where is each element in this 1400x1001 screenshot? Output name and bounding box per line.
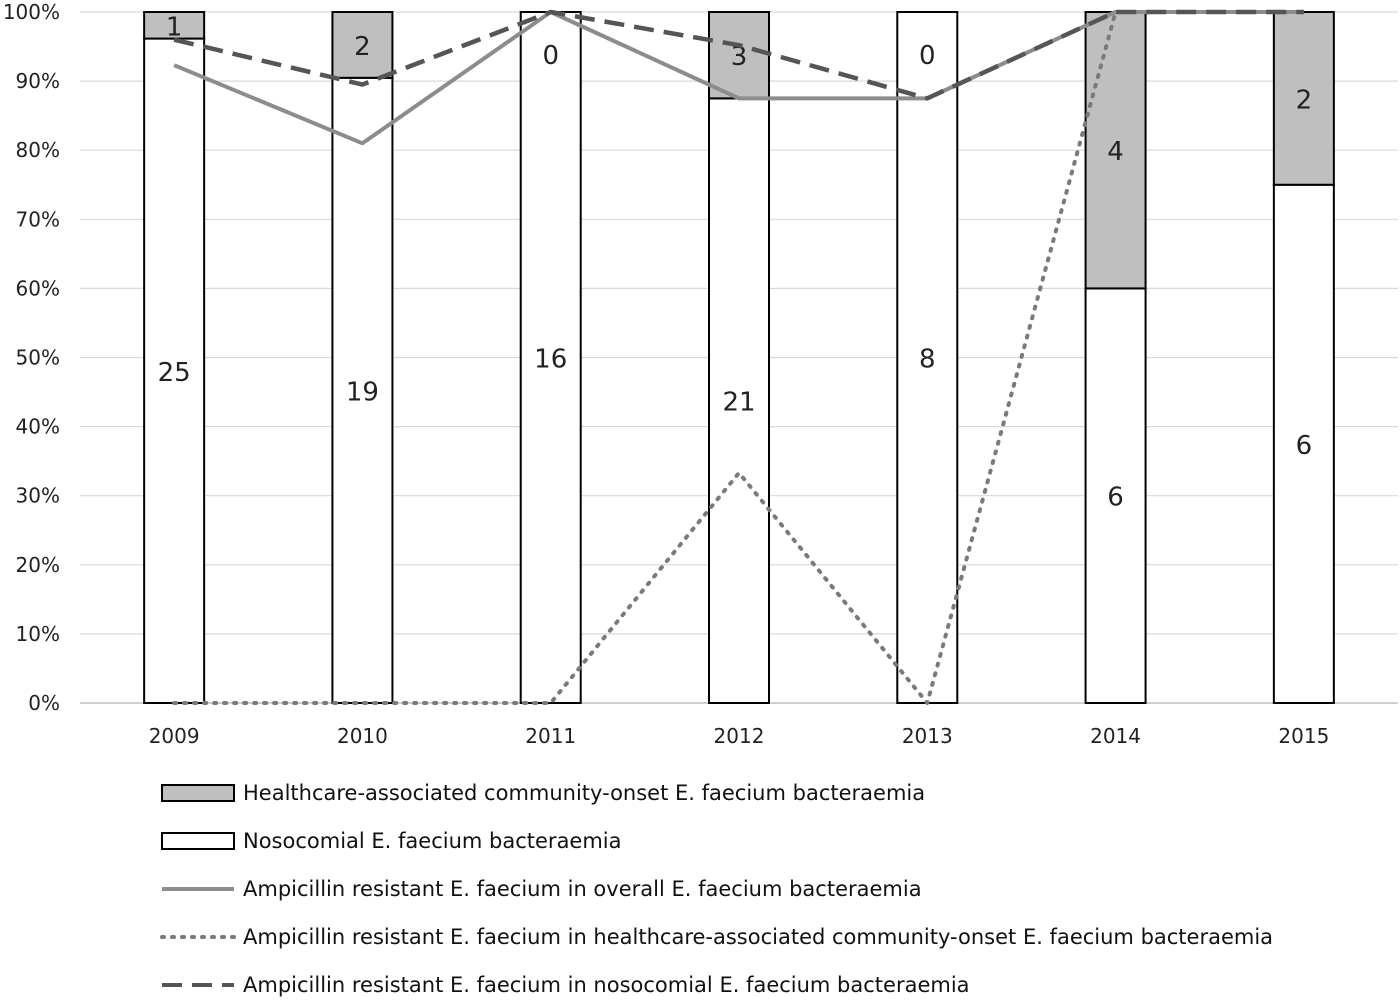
x-tick-label: 2015 [1278,724,1330,748]
bar-label-nosocomial: 8 [919,344,936,375]
x-tick-label: 2012 [713,724,765,748]
y-tick-label: 20% [15,552,60,577]
legend-swatch [162,785,234,801]
bar-label-nosocomial: 6 [1107,482,1124,513]
y-tick-label: 50% [15,345,60,370]
y-axis-ticks [3,0,60,715]
y-tick-label: 0% [28,691,60,715]
bar-label-nosocomial: 21 [722,387,756,418]
y-tick-label: 40% [15,414,60,439]
legend-label: Nosocomial E. faecium bacteraemia [243,829,622,853]
y-tick-label: 60% [15,276,60,301]
x-tick-label: 2009 [148,724,200,748]
y-tick-label: 30% [15,483,60,508]
legend-item [162,925,1273,949]
y-tick-label: 10% [15,621,60,646]
bar-label-healthcare-associated: 3 [730,42,748,73]
bar-label-nosocomial: 6 [1295,430,1313,461]
x-tick-label: 2011 [525,724,577,748]
legend-item [162,877,922,901]
y-tick-label: 90% [15,69,60,94]
legend-label: Ampicillin resistant E. faecium in nosocomial E. faecium bacteraemia [243,973,970,997]
x-tick-label: 2014 [1090,724,1142,748]
x-tick-label: 2013 [901,724,953,748]
legend-item [162,829,622,853]
y-tick-label: 100% [2,0,60,24]
bar-label-nosocomial: 25 [157,357,191,388]
bar-label-healthcare-associated: 0 [919,41,936,71]
bar-label-nosocomial: 16 [534,344,568,375]
bar-label-healthcare-associated: 1 [165,12,183,43]
legend [162,781,1273,997]
legend-label: Ampicillin resistant E. faecium in healthcare-associated community-onset E. faecium bacteraemia [243,925,1274,949]
legend-label: Healthcare-associated community-onset E. faecium bacteraemia [243,781,926,805]
x-axis-ticks [149,724,1330,748]
legend-swatch [162,833,234,849]
bar-label-healthcare-associated: 2 [1295,85,1313,116]
y-tick-label: 70% [15,207,60,232]
bar-label-healthcare-associated: 4 [1107,137,1124,168]
bar-label-healthcare-associated: 2 [354,31,371,62]
legend-label: Ampicillin resistant E. faecium in overall E. faecium bacteraemia [243,877,922,901]
legend-item [162,781,925,805]
y-tick-label: 80% [15,138,60,163]
x-tick-label: 2010 [336,724,388,748]
bar-label-nosocomial: 19 [345,377,379,408]
bar-label-healthcare-associated: 0 [542,41,559,71]
legend-item [162,973,970,997]
